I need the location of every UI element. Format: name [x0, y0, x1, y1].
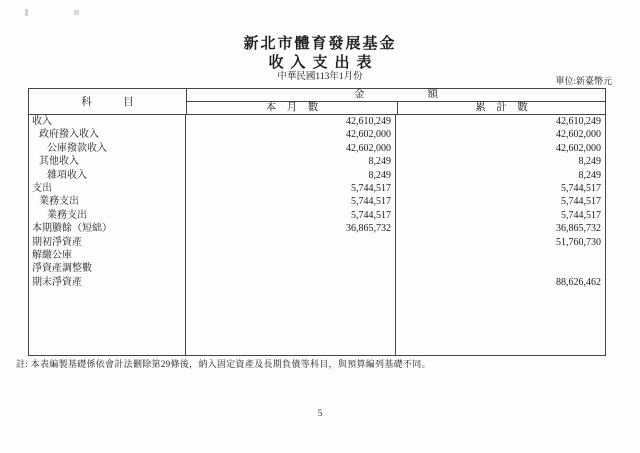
- report-period: 中華民國113年1月份: [277, 72, 363, 82]
- row-accumulated-value: 8,249: [578, 169, 601, 181]
- row-current-month-value: 5,744,517: [351, 196, 391, 208]
- table-header: [29, 89, 605, 115]
- row-accumulated-value: 88,626,462: [556, 276, 601, 288]
- scan-artifact: [25, 9, 28, 16]
- row-current-month-value: 8,249: [368, 156, 391, 168]
- subject-column: [29, 115, 186, 355]
- report-title: 收入支出表: [268, 55, 379, 71]
- amount-header-group: [187, 89, 605, 114]
- row-label: 政府撥入收入: [39, 129, 99, 141]
- fund-title: 新北市體育發展基金: [243, 36, 397, 52]
- accumulated-column: [396, 115, 605, 355]
- row-current-month-value: [186, 249, 395, 262]
- row-accumulated-value: [396, 249, 605, 262]
- row-current-month-value: 5,744,517: [351, 182, 391, 194]
- row-current-month-value: 42,602,000: [346, 129, 391, 141]
- row-accumulated-value: 8,249: [578, 156, 601, 168]
- row-current-month-value: 42,610,249: [346, 116, 391, 127]
- income-expenditure-table: [28, 88, 606, 356]
- currency-unit-label: 單位:新臺幣元: [555, 76, 612, 86]
- row-label: 淨資產調整數: [32, 263, 92, 275]
- row-label: 收入: [32, 116, 52, 127]
- column-header-subject: 科 目: [29, 89, 187, 114]
- row-label: 雜項收入: [47, 169, 87, 181]
- row-accumulated-value: 51,760,730: [556, 236, 601, 248]
- column-header-current-month: 本 月 數: [187, 102, 398, 114]
- row-accumulated-value: 36,865,732: [556, 223, 601, 235]
- column-header-amount: 金 額: [187, 89, 605, 102]
- row-label: 期初淨資產: [32, 236, 82, 248]
- row-current-month-value: 36,865,732: [346, 223, 391, 235]
- scan-artifact: [74, 10, 79, 15]
- row-label: 支出: [32, 182, 52, 194]
- row-accumulated-value: 5,744,517: [561, 196, 601, 208]
- row-label: 本期賸餘（短絀）: [32, 223, 112, 235]
- current-month-column: [186, 115, 396, 355]
- row-label: 公庫撥款收入: [47, 142, 107, 154]
- row-label: 期末淨資產: [32, 276, 82, 288]
- row-label: 業務支出: [39, 196, 79, 208]
- row-current-month-value: [186, 236, 395, 249]
- row-current-month-value: 5,744,517: [351, 209, 391, 221]
- row-label: 其他收入: [39, 156, 79, 168]
- page-number: 5: [317, 408, 323, 418]
- row-label: 解繳公庫: [32, 249, 72, 261]
- row-accumulated-value: 5,744,517: [561, 182, 601, 194]
- footnote: 註: 本表編製基礎係依會計法刪除第29條後，納入固定資產及長期負債等科目，與預算編列基礎不同。: [16, 359, 431, 369]
- row-accumulated-value: 42,610,249: [556, 116, 601, 127]
- row-accumulated-value: 5,744,517: [561, 209, 601, 221]
- row-label: 業務支出: [47, 209, 87, 221]
- row-accumulated-value: 42,602,000: [556, 129, 601, 141]
- table-body: [29, 115, 605, 355]
- row-current-month-value: 42,602,000: [346, 142, 391, 154]
- column-header-accumulated: 累 計 數: [475, 102, 528, 113]
- row-accumulated-value: [396, 262, 605, 275]
- row-accumulated-value: 42,602,000: [556, 142, 601, 154]
- row-current-month-value: [186, 262, 395, 275]
- amount-subheaders: [187, 102, 605, 114]
- row-current-month-value: 8,249: [368, 169, 391, 181]
- row-current-month-value: [186, 276, 395, 289]
